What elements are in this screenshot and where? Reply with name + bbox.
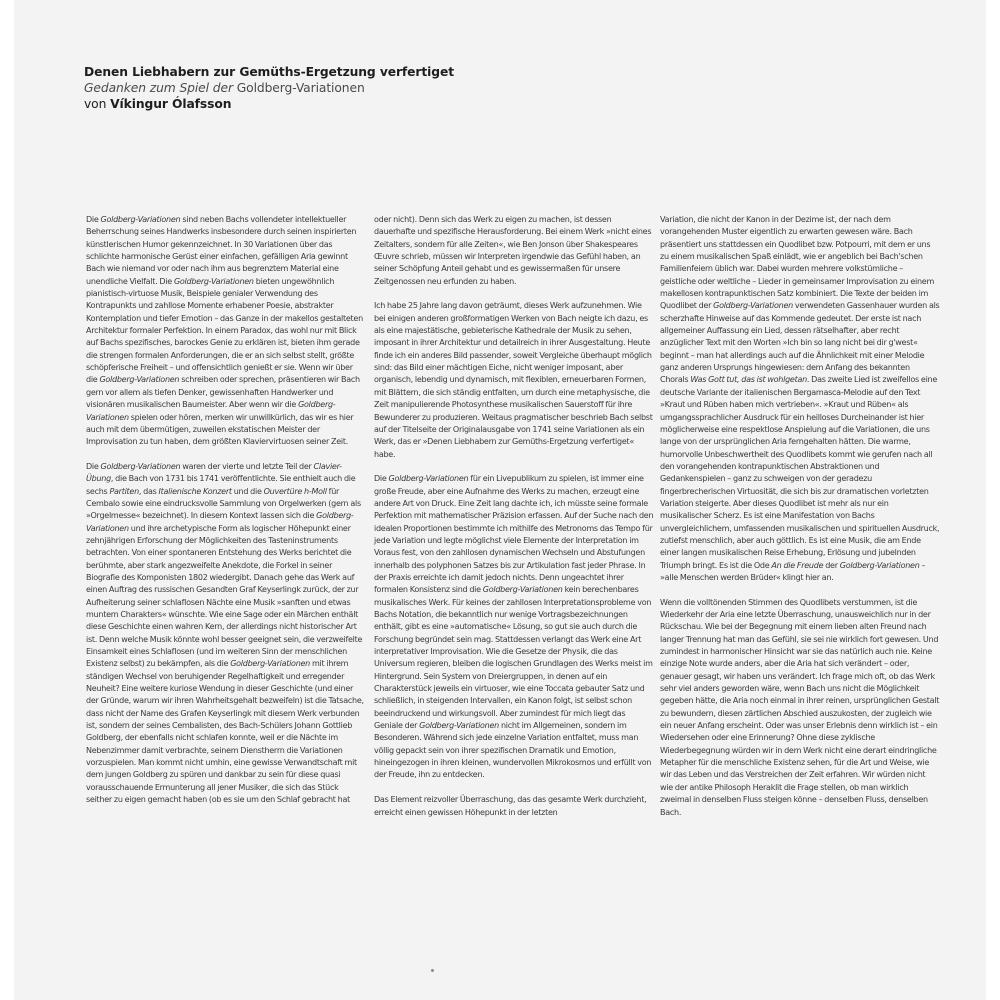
text-run: Die	[374, 474, 389, 484]
italic-text-run: Goldberg-Variationen	[482, 585, 563, 595]
article-byline	[84, 96, 454, 112]
text-column-1	[86, 214, 366, 819]
italic-text-run: Goldberg-Variationen	[100, 215, 181, 224]
text-run: Ich habe 25 Jahre lang davon geträumt, dieses Werk aufzunehmen. Wie bei einigen anderen großformatigen Werken von Bach neigte ich dazu, es als eine majestätische, gebieterische Kathedrale der Musik zu sehen, imposant in ihrer Architektur und detailreich in ihrer Ausgestaltung. Heute finde ich ein anderes Bild passender, soweit Vergleiche überhaupt möglich sind: das Bild einer mächtigen Eiche, nicht weniger imposant, aber organisch, lebendig und dynamisch, mit flexiblen, erneuerbaren Formen, mit Blättern, die sich ständig entfalten, um durch eine metaphysische, die Zeit manipulierende Photosynthese musikalischen Sauerstoff für ihre Bewunderer zu produzieren. Weitaus pragmatischer beschrieb Bach selbst auf der Titelseite der Originalausgabe von 1741 seine Variationen als ein Werk, das er »Denen Liebhabern zur Gemüths-Ergetzung verfertiget« habe.	[374, 301, 653, 459]
text-run: nicht im Allgemeinen, sondern im Besonderen. Während sich jede einzelne Variation entfaltet, muss man völlig gepackt sein von ihrer spezifischen Dramatik und Emotion, hineingezogen in ihren kleinen, wundervollen Mikrokosmos und erfüllt von der Freude, ihn zu entdecken.	[374, 721, 652, 780]
text-run: für Cembalo sowie eine eindrucksvolle Sammlung von Orgelwerken (gern als »Orgelmesse« bezeichnet). In diesem Kontext lassen sich die	[86, 486, 361, 521]
italic-text-run: Was Gott tut, das ist wohlgetan	[690, 375, 807, 385]
text-run: Variation, die nicht der Kanon in der Dezime ist, der nach dem vorangehenden Muster eigentlich zu erwarten gewesen wäre. Bach präsentiert uns stattdessen ein Quodlibet bzw. Potpourri, mit dem er uns zu einem musikalischen Spaß einlädt, wie er angeblich bei Bach'schen Familienfeiern üblich war. Dabei wurden mehrere volkstümliche – geistliche oder weltliche – Lieder in gemeinsamer Improvisation zu einem makellosen kontrapunktischen Satz kombiniert. Die Texte der beiden im Quodlibet der	[660, 215, 935, 311]
italic-text-run: Goldberg-Variationen	[713, 301, 793, 311]
italic-text-run: Goldberg-Variationen	[99, 375, 180, 385]
italic-text-run: Ouvertüre h-Moll	[263, 486, 327, 496]
italic-text-run: Partiten	[109, 486, 139, 496]
text-run: . Das zweite Lied ist zweifellos eine deutsche Variante der italienischen Bergamasca-Melodie auf den Text »Kraut und Rüben haben mich vertrieben«. »Kraut und Rüben« als umgangssprachlicher Ausdruck für ein heilloses Durcheinander ist hier möglicherweise eine respektlose Anspielung auf die Variationen, die uns lange von der ursprünglichen Aria ferngehalten hätten. Die warme, humorvolle Unbeschwertheit des Quodlibets kommt wie gerufen nach all den vorangehenden kontrapunktischen Abstraktionen und Gedankenspielen – ganz zu schweigen von der geradezu fingerbrecherischen Virtuosität, die sich bis zur dramatischen vorletzten Variation steigerte. Aber dieses Quodlibet ist mehr als nur ein musikalischer Scherz. Es ist eine Manifestation von Bachs unvergleichlichem, umfassenden musikalischen und spirituellen Ausdruck, zutiefst menschlich, aber auch göttlich. Es ist eine Musik, die am Ende einer langen musikalischen Reise Erhebung, Erlösung und jubelnden Triumph bringt. Es ist die Ode	[660, 375, 940, 570]
text-run: bieten ungewöhnlich pianistisch-virtuose Musik, Beispiele genialer Verwendung des Kontrapunkts und zahllose Momente erhabener Poesie, abstrakter Kontemplation und tiefer Emotion – das Ganze in der makellos gestalteten Architektur formaler Perfektion. In einem Paradox, das wohl nur mit Blick auf Bachs spezifisches, barockes Genie zu erklären ist, bieten ihm gerade die strengen formalen Anforderungen, die er an sich selbst stellt, größte schöpferische Freiheit – und offensichtlich genießt er sie. Wenn wir über die	[86, 276, 363, 385]
text-column-2	[374, 214, 654, 831]
article-subtitle	[84, 80, 454, 96]
text-run: der	[823, 560, 840, 570]
byline-prefix: von	[84, 97, 111, 111]
subtitle-rest: Goldberg-Variationen	[232, 81, 365, 95]
italic-text-run: Goldberg-Variationen	[839, 560, 920, 570]
body-paragraph	[86, 461, 366, 807]
italic-text-run: Italienische Konzert	[158, 486, 232, 496]
subtitle-italic: Gedanken zum Spiel der	[84, 81, 233, 95]
text-run: kein berechenbares musikalisches Werk. Für keines der zahllosen Interpretationsprobleme von Bachs Notation, die bekanntlich nur wenige Vortragsbezeichnungen enthält, gibt es eine »automatische« Lösung, so gut sie auch durch die Forschung begründet sein mag. Stattdessen verlangt das Werk eine Art interpretativer Improvisation. Wie die Gesetze der Physik, die das Universum regieren, bleiben die logischen Grundlagen des Werks meist im Hintergrund. Sein System von Dreiergruppen, in denen auf ein Charakterstück jeweils ein virtuoser, wie eine Toccata gebauter Satz und schließlich, in steigenden Intervallen, ein Kanon folgt, ist selbst schon beeindruckend und wirkungsvoll. Aber zumindest für mich liegt das Geniale der	[374, 585, 653, 731]
text-run: waren der vierte und letzte Teil der	[180, 461, 314, 471]
text-run: – »alle Menschen werden Brüder« klingt hier an.	[660, 560, 926, 582]
text-run: Die	[86, 215, 101, 224]
body-paragraph	[374, 794, 654, 819]
text-run: oder nicht). Denn sich das Werk zu eigen zu machen, ist dessen dauerhafte und spezifische Herausforderung. Bei einem Werk »nicht eines Zeitalters, sondern für alle Zeiten«, wie Ben Jonson über Shakespeares Œuvre schrieb, müssen wir Interpreten irgendwie das Gefühl haben, an seiner Schöpfung Anteil gehabt und es gewissermaßen für unsere Zeitgenossen neu erfunden zu haben.	[374, 215, 652, 286]
italic-text-run: Goldberg-Variationen	[100, 461, 181, 471]
text-run: und die	[231, 486, 264, 496]
body-paragraph	[374, 473, 654, 782]
text-run: spielen oder hören, merken wir unwillkürlich, das wir es hier auch mit dem übermütigen, zuweilen ekstatischen Meister der Improvisation zu tun haben, dem größten Klaviervirtuosen seiner Zeit.	[86, 412, 354, 447]
italic-text-run: Clavier-Übung	[86, 461, 342, 484]
body-paragraph	[86, 214, 366, 449]
body-paragraph	[374, 214, 654, 288]
text-run: Wenn die volltönenden Stimmen des Quodlibets verstummen, ist die Wiederkehr der Aria eine letzte Überraschung, unausweichlich nur in der Rückschau. Wie bei der Begegnung mit einem lieben alten Freund nach langer Trennung hat man das Gefühl, sie sei nie wirklich fort gewesen. Und zumindest in harmonischer Hinsicht war sie das natürlich auch nie. Keine einzige Note wurde anders, aber die Aria hat sich verändert – oder, genauer gesagt, wir haben uns verändert. Ich frage mich oft, ob das Werk sehr viel anders geworden wäre, wenn Bach uns nicht die Möglichkeit gegeben hätte, die Aria noch einmal in ihrer reinen, ursprünglichen Gestalt zu bewundern, diesen zärtlichen Abschied auszukosten, der zugleich wie ein neuer Anfang erscheint. Oder was unser Erlebnis denn wirklich ist – ein Wiedersehen oder eine Erinnerung? Ohne diese zyklische Wiederbegegnung würden wir in dem Werk nicht eine derart eindringliche Metapher für die menschliche Existenz sehen, für die Art und Weise, wie wir das Leben und das Verstreichen der Zeit erfahren. Wir würden nicht wie der antike Philosoph Heraklit die Frage stellen, ob man wirklich zweimal in denselben Fluss steigen könne – denselben Fluss, denselben Bach.	[660, 597, 940, 817]
text-column-3	[660, 214, 940, 831]
body-paragraph	[660, 597, 940, 819]
italic-text-run: An die Freude	[771, 560, 824, 570]
text-run: Die	[86, 461, 101, 471]
article-header	[84, 64, 454, 112]
text-run: für ein Livepublikum zu spielen, ist immer eine große Freude, aber eine Aufnahme des Werks zu machen, erzeugt eine andere Art von Druck. Eine Zeit lang dachte ich, ich müsste seine formale Perfektion mit mathematischer Präzision erfassen. Auf der Suche nach den idealen Proportionen bestimmte ich mithilfe des Metronoms das Tempo für jede Variation und legte möglichst viele Elemente der Interpretation im Voraus fest, von den zahllosen dynamischen Wechseln und Abstufungen innerhalb des polyphonen Satzes bis zur Artikulation fast jeder Phrase. In der Praxis erreichte ich damit jedoch nichts. Denn ungeachtet ihrer formalen Konsistenz sind die	[374, 474, 654, 595]
text-run: und ihre archetypische Form als logischer Höhepunkt einer zehnjährigen Erforschung der Möglichkeiten des Tasteninstruments betrachten. Von einer spontaneren Entstehung des Werks berichtet die berühmte, aber stark angezweifelte Anekdote, die Forkel in seiner Biografie des Komponisten 1802 wiedergibt. Danach gehe das Werk auf einen Auftrag des russischen Gesandten Graf Keyserlingk zurück, der zur Aufheiterung seiner schlaflosen Nächte eine Musik »sanften und etwas muntern Charakters« wünschte. Wie eine Sage oder ein Märchen enthält diese Geschichte einen wahren Kern, der allerdings nicht historischer Art ist. Denn welche Musik könnte wohl besser geeignet sein, die verzweifelte Einsamkeit eines Schlaflosen (und im weiteren Sinn der menschlichen Existenz selbst) zu bekämpfen, als die	[86, 523, 363, 669]
author-name: Víkingur Ólafsson	[110, 97, 232, 111]
text-run: , das	[138, 486, 159, 496]
italic-text-run: Goldberg-Variationen	[388, 474, 469, 484]
body-paragraph	[660, 214, 940, 584]
text-run: schreiben oder sprechen, präsentieren wir Bach gern vor allem als tiefen Denker, gewissenhaften Handwerker und visionären musikalischen Baumeister. Aber wenn wir die	[86, 375, 360, 410]
text-run: mit ihrem ständigen Wechsel von beruhigender Regelhaftigkeit und erregender Neuheit? Eine weitere kuriose Wendung in dieser Geschichte (und einer der Gründe, warum wir ihren Wahrheitsgehalt bezweifeln) ist die Tatsache, dass nicht der Name des Grafen Keyserlingk mit diesem Werk verbunden ist, sondern der seines Cembalisten, des Bach-Schülers Johann Gottlieb Goldberg, der ebenfalls nicht schlafen konnte, weil er die Nächte im Nebenzimmer damit verbrachte, seinem Dienstherrn die Variationen vorzuspielen. Man kommt nicht umhin, eine gewisse Verwandtschaft mit dem jungen Goldberg zu spüren und dankbar zu sein für diese quasi vorausschauende Ermunterung all jener Musiker, die sich das Stück seither zu eigen gemacht haben (ob es sie um den Schlaf gebracht hat	[86, 659, 364, 805]
italic-text-run: Goldberg-Variationen	[86, 400, 336, 422]
text-run: verwendeten Gassenhauer wurden als scherzhafte Hinweise auf das Kommende gedeutet. Der erste ist nach allgemeiner Auffassung ein Lied, dessen rätselhafter, aber recht anzüglicher Text mit den Worten »Ich bin so lang nicht bei dir g'west« beginnt – man hat allerdings auch auf die Ähnlichkeit mit einer Melodie ganz anderen Ursprungs hingewiesen: dem Anfang des bekannten Chorals	[660, 301, 940, 385]
article-title: Denen Liebhabern zur Gemüths-Ergetzung verfertiget	[84, 65, 455, 79]
text-run: sind neben Bachs vollendeter intellektueller Beherrschung seines Handwerks insbesondere durch seinen inspirierten künstlerischen Humor gekennzeichnet. In 30 Variationen über das schlichte harmonische Gerüst einer einfachen, gefälligen Aria gewinnt Bach wie niemand vor oder nach ihm aus begrenztem Material eine unendliche Vielfalt. Die	[86, 215, 357, 286]
italic-text-run: Goldberg-Variationen	[173, 276, 254, 286]
page-marker-dot	[431, 969, 434, 972]
text-run: Das Element reizvoller Überraschung, das das gesamte Werk durchzieht, erreicht einen gewissen Höhepunkt in der letzten	[374, 795, 647, 817]
italic-text-run: Goldberg-Variationen	[86, 511, 354, 533]
body-paragraph	[374, 300, 654, 460]
text-run: , die Bach von 1731 bis 1741 veröffentlichte. Sie enthielt auch die sechs	[86, 474, 356, 496]
italic-text-run: Goldberg-Variationen	[419, 721, 499, 731]
italic-text-run: Goldberg-Variationen	[230, 659, 311, 669]
